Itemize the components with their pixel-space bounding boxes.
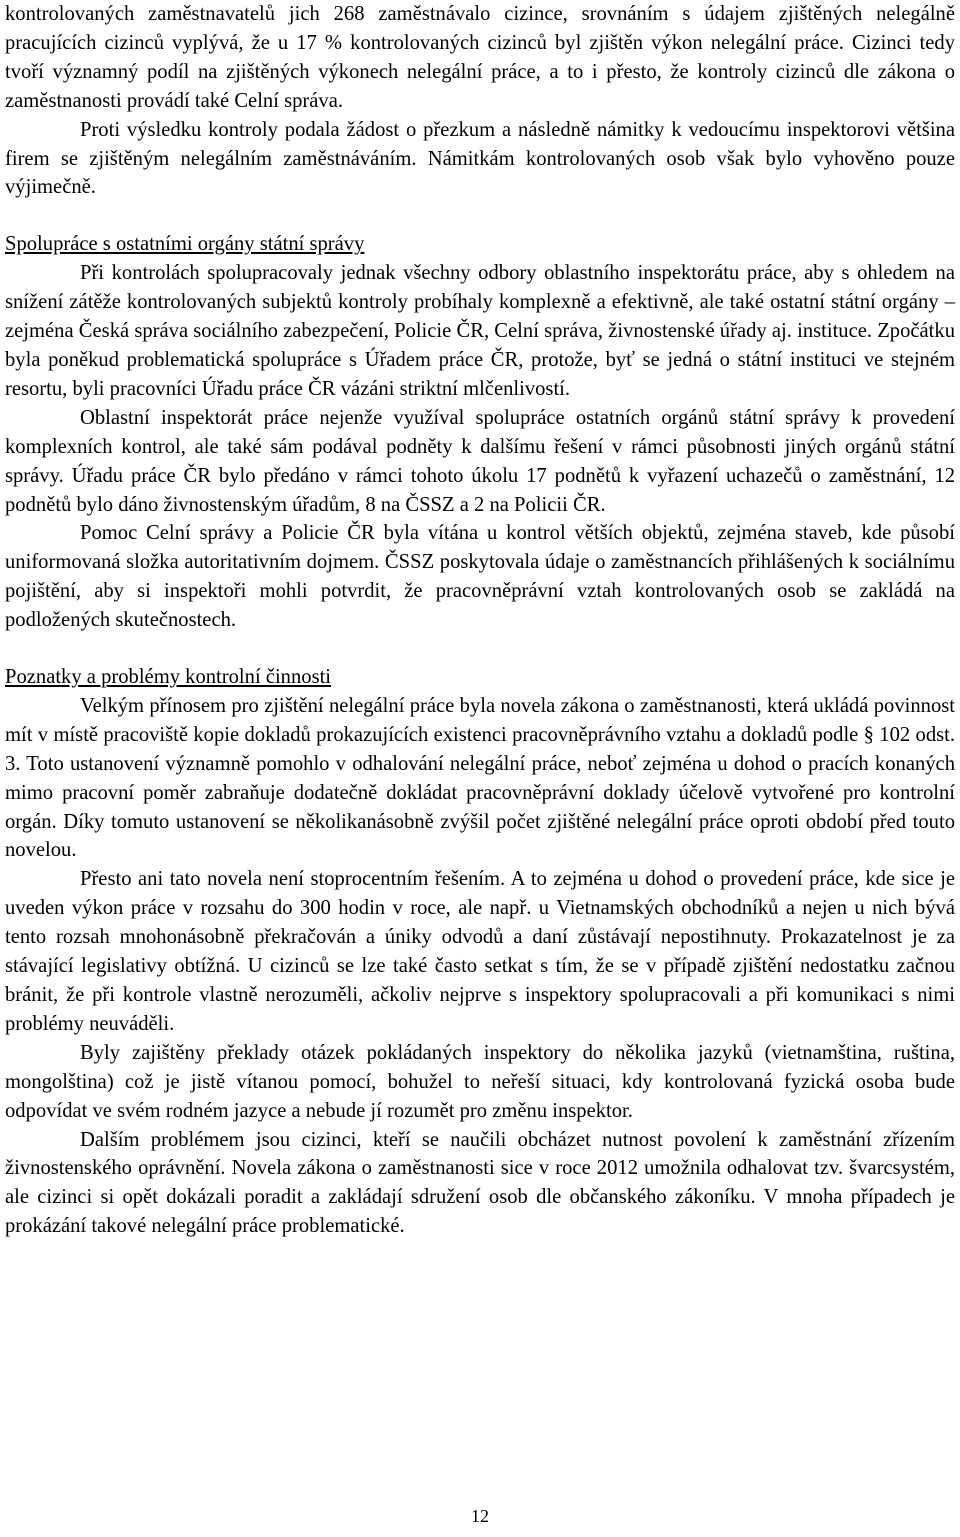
section-gap (5, 635, 955, 663)
cooperation-paragraph-3: Pomoc Celní správy a Policie ČR byla vítána u kontrol větších objektů, zejména staveb, kde působí uniformovaná složka autoritativním dojmem. ČSSZ poskytovala údaje o zaměstnancích přihlášených k sociálnímu pojištění, aby si inspektoři mohli potvrdit, že pracovněprávní vztah kontrolovaných osob se zakládá na podložených skutečnostech. (5, 522, 955, 632)
findings-paragraph-3: Byly zajištěny překlady otázek pokládaných inspektory do několika jazyků (vietnamština, ruština, mongolština) což je jistě vítanou pomocí, bohužel to neřeší situaci, kdy kontrolovaná fyzická osoba bude odpovídat ve svém rodném jazyce a nebude jí rozumět pro změnu inspektor. (5, 1041, 955, 1122)
document-page (5, 0, 955, 1241)
cooperation-paragraph-1: Při kontrolách spolupracovaly jednak všechny odbory oblastního inspektorátu práce, aby s ohledem na snížení zátěže kontrolovaných subjektů kontroly probíhaly komplexně a efektivně, ale také ostatní státní orgány – zejména Česká správa sociálního zabezpečení, Policie ČR, Celní správa, živnostenské úřady aj. instituce. Zpočátku byla poněkud problematická spolupráce s Úřadem práce ČR, protože, byť se jedná o státní instituci ve stejném resortu, byli pracovníci Úřadu práce ČR vázáni striktní mlčenlivostí. (5, 262, 955, 400)
findings-paragraph-1: Velkým přínosem pro zjištění nelegální práce byla novela zákona o zaměstnanosti, která ukládá povinnost mít v místě pracoviště kopie dokladů prokazujících existenci pracovněprávního vztahu a dokladů podle § 102 odst. 3. Toto ustanovení významně pomohlo v odhalování nelegální práce, neboť zejména u dohod o pracích konaných mimo pracovní poměr zabraňuje dodatečně dokládat pracovněprávní doklady účelově vytvořené pro kontrolní orgán. Díky tomuto ustanovení se několikanásobně zvýšil počet zjištěné nelegální práce oproti období před touto novelou. (5, 694, 955, 862)
findings-paragraph-2: Přesto ani tato novela není stoprocentním řešením. A to zejména u dohod o provedení práce, kde sice je uveden výkon práce v rozsahu do 300 hodin v roce, ale např. u Vietnamských obchodníků a nejen u nich bývá tento rozsah mnohonásobně překračován a úniky odvodů a daní zůstávají nepostihnuty. Prokazatelnost je za stávající legislativy obtížná. U cizinců se lze také často setkat s tím, že se v případě zjištění nedostatku začnou bránit, že při kontrole vlastně nerozuměli, ačkoliv nejprve s inspektory spolupracovali a při komunikaci s nimi problémy neuváděli. (5, 868, 955, 1035)
findings-heading: Poznatky a problémy kontrolní činnosti (5, 666, 332, 689)
section-gap (5, 202, 955, 230)
page-number: 12 (471, 1506, 489, 1526)
findings-paragraph-4: Dalším problémem jsou cizinci, kteří se naučili obcházet nutnost povolení k zaměstnání zřízením živnostenského oprávnění. Novela zákona o zaměstnanosti sice v roce 2012 umožnila odhalovat tzv. švarcsystém, ale cizinci si opět dokázali poradit a zakládají sdružení osob dle občanského zákoníku. V mnoha případech je prokázání takové nelegální práce problematické. (5, 1128, 955, 1238)
intro-paragraph-1: kontrolovaných zaměstnavatelů jich 268 zaměstnávalo cizince, srovnáním s údajem zjištěných nelegálně pracujících cizinců vyplývá, že u 17 % kontrolovaných cizinců byl zjištěn výkon nelegální práce. Cizinci tedy tvoří významný podíl na zjištěných výkonech nelegální práce, a to i přesto, že kontroly cizinců dle zákona o zaměstnanosti provádí také Celní správa. (5, 3, 955, 112)
intro-paragraph-2: Proti výsledku kontroly podala žádost o přezkum a následně námitky k vedoucímu inspektorovi většina firem se zjištěným nelegálním zaměstnáváním. Námitkám kontrolovaných osob však bylo vyhověno pouze výjimečně. (5, 118, 955, 199)
cooperation-paragraph-2: Oblastní inspektorát práce nejenže využíval spolupráce ostatních orgánů státní správy k provedení komplexních kontrol, ale také sám podával podněty k dalšímu řešení v rámci působnosti jiných orgánů státní správy. Úřadu práce ČR bylo předáno v rámci tohoto úkolu 17 podnětů k vyřazení uchazečů o zaměstnání, 12 podnětů bylo dáno živnostenským úřadům, 8 na ČSSZ a 2 na Policii ČR. (5, 406, 955, 516)
cooperation-heading: Spolupráce s ostatními orgány státní správy (5, 233, 365, 256)
